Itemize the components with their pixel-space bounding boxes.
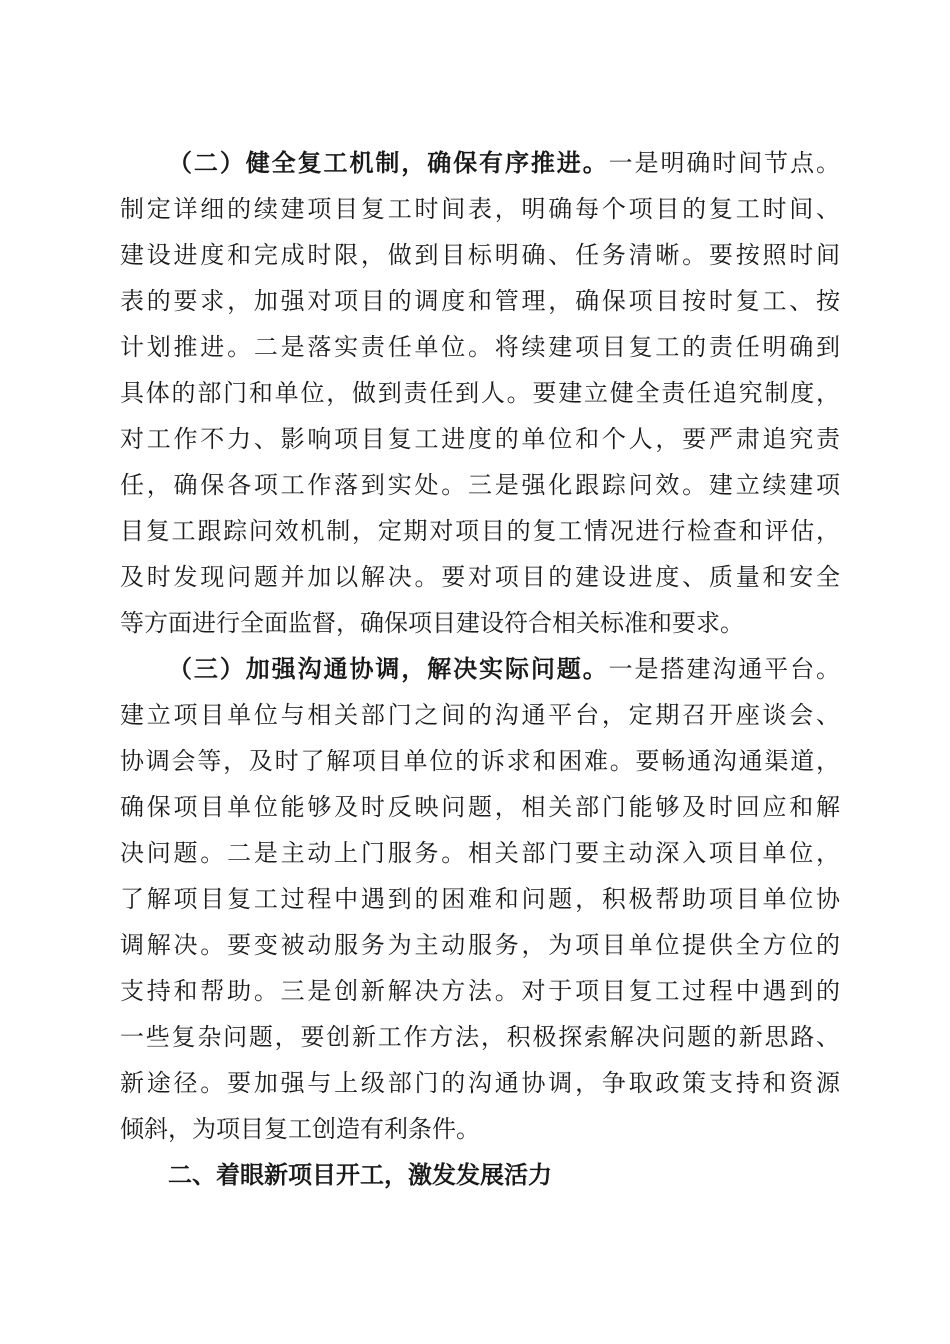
section-heading: 二、着眼新项目开工，激发发展活力 (168, 1161, 552, 1189)
paragraph-line: 对工作不力、影响项目复工进度的单位和个人，要严肃追究责 (120, 425, 840, 453)
paragraph-line: 协调会等，及时了解项目单位的诉求和困难。要畅通沟通渠道， (120, 747, 840, 775)
paragraph-line: 新途径。要加强与上级部门的沟通协调，争取政策支持和资源 (120, 1069, 840, 1097)
paragraph-line: 任，确保各项工作落到实处。三是强化跟踪问效。建立续建项 (120, 471, 840, 499)
paragraph-line: 倾斜，为项目复工创造有利条件。 (120, 1115, 480, 1143)
paragraph-line: 支持和帮助。三是创新解决方法。对于项目复工过程中遇到的 (120, 977, 840, 1005)
section-title: （三）加强沟通协调，解决实际问题。 (168, 654, 609, 683)
paragraph-line: 目复工跟踪问效机制，定期对项目的复工情况进行检查和评估， (120, 517, 840, 545)
paragraph-line: 决问题。二是主动上门服务。相关部门要主动深入项目单位， (120, 839, 840, 867)
paragraph-line: 计划推进。二是落实责任单位。将续建项目复工的责任明确到 (120, 333, 840, 361)
paragraph-line (168, 143, 840, 183)
paragraph-line: 等方面进行全面监督，确保项目建设符合相关标准和要求。 (120, 609, 744, 637)
paragraph-line: 调解决。要变被动服务为主动服务，为项目单位提供全方位的 (120, 931, 840, 959)
paragraph-line: 了解项目复工过程中遇到的困难和问题，积极帮助项目单位协 (120, 885, 840, 913)
paragraph-line: 及时发现问题并加以解决。要对项目的建设进度、质量和安全 (120, 563, 840, 591)
paragraph-line: 制定详细的续建项目复工时间表，明确每个项目的复工时间、 (120, 195, 840, 223)
paragraph-line: 具体的部门和单位，做到责任到人。要建立健全责任追究制度， (120, 379, 840, 407)
paragraph-text: 一是明确时间节点。 (608, 149, 840, 177)
paragraph-text: 一是搭建沟通平台。 (608, 655, 840, 683)
section-title: （二）健全复工机制，确保有序推进。 (168, 148, 609, 177)
paragraph-line: 建设进度和完成时限，做到目标明确、任务清晰。要按照时间 (120, 241, 840, 269)
paragraph-line: 建立项目单位与相关部门之间的沟通平台，定期召开座谈会、 (120, 701, 840, 729)
paragraph-line: 一些复杂问题，要创新工作方法，积极探索解决问题的新思路、 (120, 1023, 840, 1051)
paragraph-line (168, 649, 840, 689)
paragraph-line: 确保项目单位能够及时反映问题，相关部门能够及时回应和解 (120, 793, 840, 821)
paragraph-line: 表的要求，加强对项目的调度和管理，确保项目按时复工、按 (120, 287, 840, 315)
